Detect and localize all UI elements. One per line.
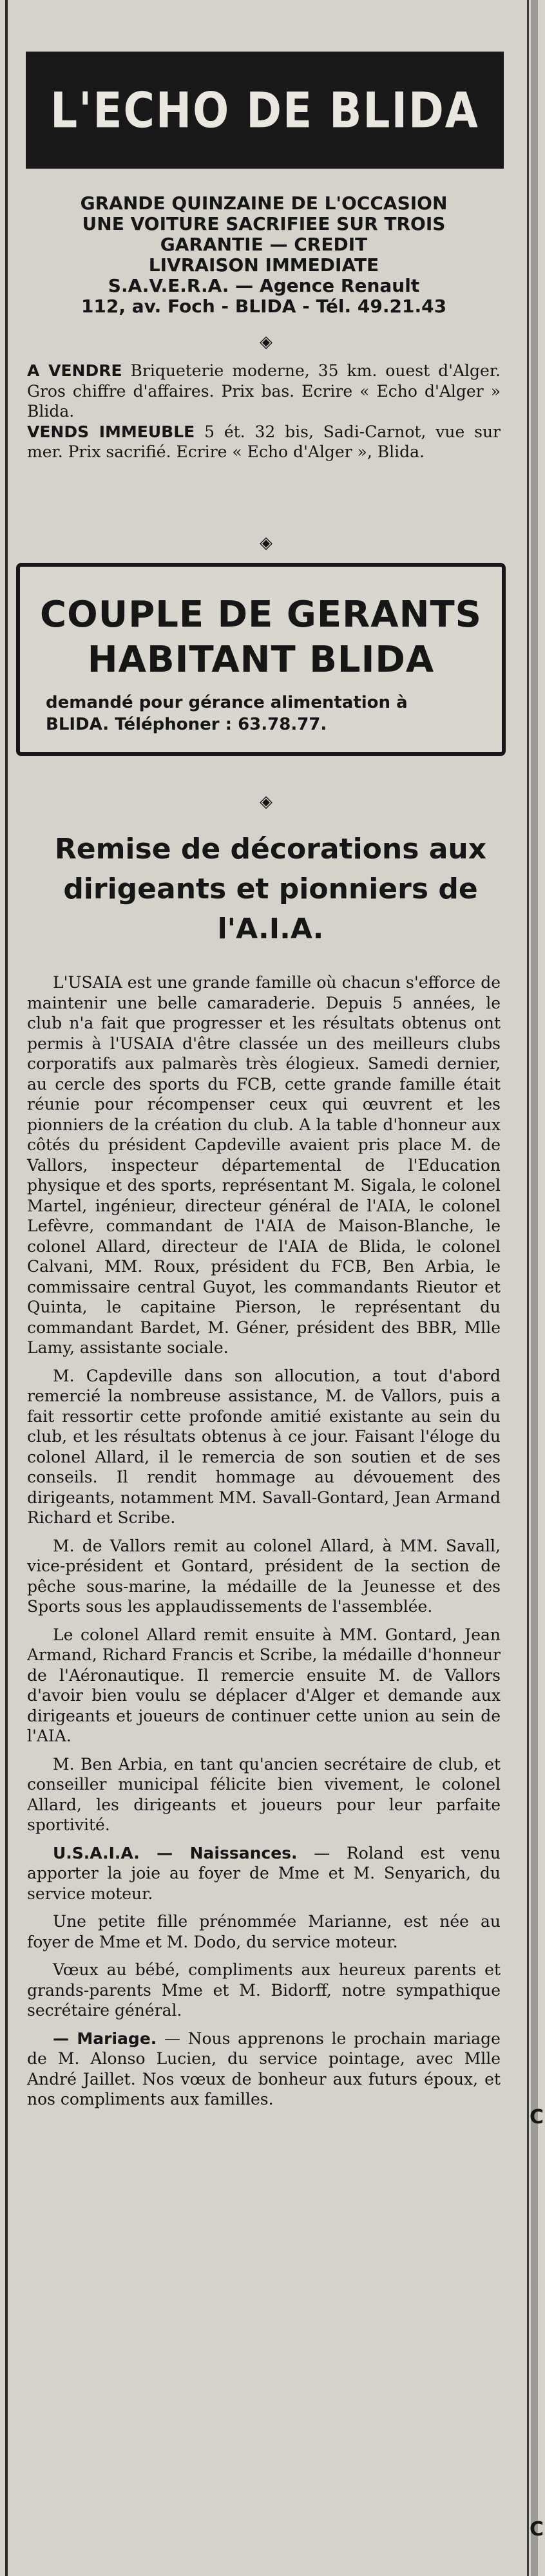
article-paragraph: M. Capdeville dans son allocution, a tout d'abord remercié la nombreuse assistance, M. de Vallors, puis a fait ressortir cette profonde amitié existante au sein du club, et les résultats obtenus à ce jour. Faisant l'éloge du colonel Allard, il le remercia de son soutien et de ses conseils. Il rendit hommage au dévouement des dirigeants, notamment MM. Savall-Gontard, Jean Armand Richard et Scribe. [27,1366,501,1527]
classifieds [27,361,501,462]
article-paragraph: M. Ben Arbia, en tant qu'ancien secrétaire de club, et conseiller municipal félicite bien vivement, le colonel Allard, les dirigeants et joueurs pour leur parfaite sportivité. [27,1754,501,1834]
classified-label: A VENDRE [27,361,122,380]
article-paragraph: L'USAIA est une grande famille où chacun s'efforce de maintenir une belle camaraderie. Depuis 5 années, le club n'a fait que progresser et les résultats obtenus ont permis à l'USAIA d'être classée un des meilleurs clubs corporatifs aux palmarès très élogieux. Samedi dernier, au cercle des sports du FCB, cette grande famille était réunie pour récompenser ceux qui œuvrent et les pionniers de la création du club. A la table d'honneur aux côtés du président Capdeville avaient pris place M. de Vallors, inspecteur départemental de l'Education physique et des sports, représentant M. Sigala, le colonel Martel, ingénieur, directeur général de l'AIA, le colonel Lefèvre, commandant de l'AIA de Maison-Blanche, le colonel Allard, directeur de l'AIA de Blida, le colonel Calvani, MM. Roux, président du FCB, Ben Arbia, le commissaire central Guyot, les commandants Rieutor et Quinta, le capitaine Pierson, le représentant du commandant Bardet, M. Géner, président des BBR, Mlle Lamy, assistante sociale. [27,973,501,1357]
ad-line: GRANDE QUINZAINE DE L'OCCASION [80,193,448,214]
paragraph-text: — Roland est venu apporter la joie au foyer de Mme et M. Senyarich, du service moteur. [27,1843,501,1903]
ad-line: LIVRAISON IMMEDIATE [148,254,379,276]
article-paragraph-mariage [27,2029,501,2110]
ad-line: GARANTIE — CREDIT [160,234,368,255]
separator-icon: ◈ [260,533,272,553]
article-paragraph-naissances [27,1843,501,1904]
separator-icon: ◈ [260,332,272,352]
paragraph-text: — Nous apprenons le prochain mariage de M. Alonso Lucien, du service pointage, avec Mlle André Jaillet. Nos vœux de bonheur aux futurs époux, et nos compliments aux familles. [27,2029,501,2108]
boxed-ad-gerants [16,563,506,756]
article-paragraph: Vœux au bébé, compliments aux heureux parents et grands-parents Mme et M. Bidorff, notre sympathique secrétaire général. [27,1960,501,2020]
article-paragraph: M. de Vallors remit au colonel Allard, à MM. Savall, vice-président et Gontard, président de la section de pêche sous-marine, la médaille de la Jeunesse et des Sports sous les applaudissements de l'assemblée. [27,1536,501,1616]
ad-line: UNE VOITURE SACRIFIEE SUR TROIS [82,213,446,234]
boxed-ad-details: demandé pour gérance alimentation à BLIDA. Téléphoner : 63.78.77. [46,693,408,734]
ad-line: 112, av. Foch - BLIDA - Tél. 49.21.43 [81,296,447,317]
classified-text: Briqueterie moderne, 35 km. ouest d'Alger. Gros chiffre d'affaires. Prix bas. Ecrire « Echo d'Alger » Blida. [27,361,501,421]
classified-label: VENDS IMMEUBLE [27,422,195,441]
boxed-ad-title: COUPLE DE GERANTS [40,594,482,636]
classified-a-vendre [27,361,501,422]
boxed-ad-subtitle: HABITANT BLIDA [87,639,435,681]
article-body [27,972,501,2117]
article-paragraph: Le colonel Allard remit ensuite à MM. Gontard, Jean Armand, Richard Francis et Scribe, la médaille d'honneur de l'Aéronautique. Il remercie ensuite M. de Vallors d'avoir bien voulu se déplacer d'Alger et demande aux dirigeants et joueurs de continuer cette union au sein de l'AIA. [27,1625,501,1745]
masthead-title: L'ECHO DE BLIDA [26,52,504,169]
ad-savera [27,193,501,317]
separator-icon: ◈ [260,792,272,811]
article-paragraph: Une petite fille prénommée Marianne, est née au foyer de Mme et M. Dodo, du service moteur. [27,1912,501,1951]
section-label: U.S.A.I.A. — Naissances. [53,1843,298,1862]
section-label: — Mariage. [53,2029,157,2048]
classified-immeuble [27,422,501,462]
column-rule-right [527,0,529,2576]
article-headline: Remise de décorations aux dirigeants et pionniers de l'A.I.A. [54,833,487,945]
page-edge [531,0,538,2576]
classified-text: 5 ét. 32 bis, Sadi-Carnot, vue sur mer. Prix sacrifié. Ecrire « Echo d'Alger », Blida. [27,422,501,461]
margin-fragment: C [530,2106,544,2128]
margin-fragment: C [530,2518,544,2541]
column-rule-left [5,0,8,2576]
ad-line: S.A.V.E.R.A. — Agence Renault [108,275,420,296]
